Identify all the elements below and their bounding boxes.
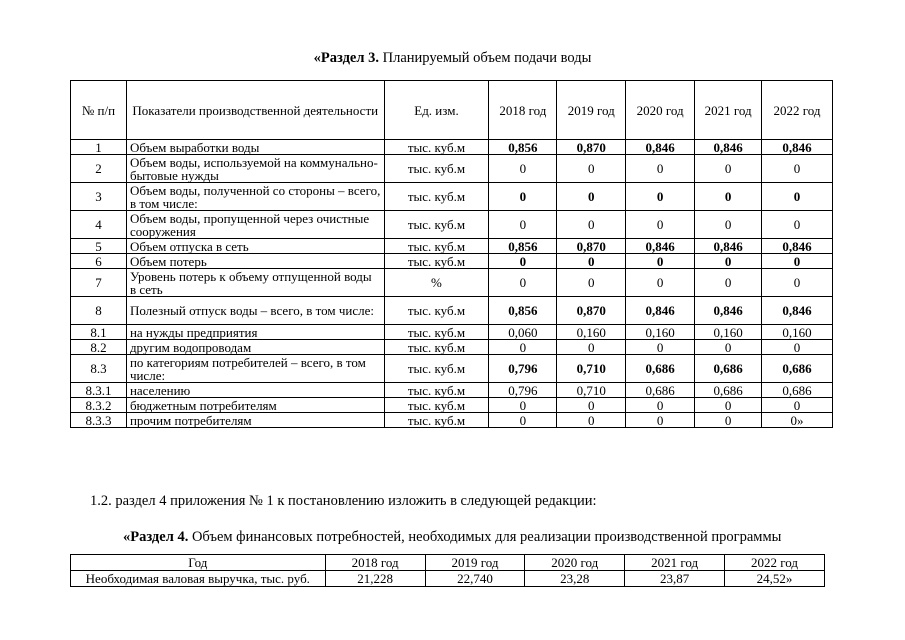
row-number: 8.2 — [71, 340, 127, 355]
row-number: 5 — [71, 239, 127, 254]
header-year: 2021 год — [695, 81, 762, 140]
table-header-row — [71, 81, 833, 140]
section4-prefix: «Раздел 4. — [123, 529, 189, 545]
fin-header-year: 2019 год — [425, 555, 525, 571]
table-row — [71, 155, 833, 183]
section4-title — [123, 529, 781, 546]
row-value: 0,870 — [557, 140, 626, 155]
row-value: 0 — [489, 413, 557, 428]
row-value: 0 — [695, 269, 762, 297]
fin-header-year: 2021 год — [625, 555, 725, 571]
row-value: 0,870 — [557, 239, 626, 254]
row-value: 0» — [762, 413, 833, 428]
row-number: 8.3.2 — [71, 398, 127, 413]
row-value: 0,160 — [626, 325, 695, 340]
row-indicator: другим водопроводам — [126, 340, 384, 355]
row-unit: тыс. куб.м — [384, 355, 489, 383]
row-value: 0 — [557, 269, 626, 297]
table-row — [71, 325, 833, 340]
row-value: 0,686 — [762, 355, 833, 383]
header-year: 2019 год — [557, 81, 626, 140]
row-unit: тыс. куб.м — [384, 413, 489, 428]
table-row — [71, 211, 833, 239]
fin-header-year: 2022 год — [725, 555, 825, 571]
row-value: 0,160 — [557, 325, 626, 340]
row-value: 0 — [762, 398, 833, 413]
section3-title — [0, 50, 905, 67]
fin-value: 21,228 — [325, 571, 425, 587]
row-value: 0 — [626, 269, 695, 297]
fin-header-label: Год — [71, 555, 326, 571]
row-value: 0 — [557, 211, 626, 239]
row-value: 0,160 — [695, 325, 762, 340]
header-unit: Ед. изм. — [384, 81, 489, 140]
fin-value-row — [71, 571, 825, 587]
row-indicator: Объем отпуска в сеть — [126, 239, 384, 254]
row-unit: тыс. куб.м — [384, 340, 489, 355]
row-indicator: прочим потребителям — [126, 413, 384, 428]
row-indicator: Объем выработки воды — [126, 140, 384, 155]
row-unit: тыс. куб.м — [384, 183, 489, 211]
row-value: 0,846 — [762, 140, 833, 155]
row-unit: тыс. куб.м — [384, 140, 489, 155]
row-number: 8.3.1 — [71, 383, 127, 398]
row-value: 0 — [762, 269, 833, 297]
table-row — [71, 297, 833, 325]
row-unit: тыс. куб.м — [384, 398, 489, 413]
row-indicator: населению — [126, 383, 384, 398]
header-year: 2022 год — [762, 81, 833, 140]
row-value: 0,686 — [695, 355, 762, 383]
row-number: 7 — [71, 269, 127, 297]
fin-value: 24,52» — [725, 571, 825, 587]
row-number: 8.3 — [71, 355, 127, 383]
row-indicator: по категориям потребителей – всего, в том числе: — [126, 355, 384, 383]
row-number: 4 — [71, 211, 127, 239]
header-year: 2018 год — [489, 81, 557, 140]
row-number: 1 — [71, 140, 127, 155]
row-value: 0 — [695, 183, 762, 211]
row-value: 0,870 — [557, 297, 626, 325]
row-indicator: Уровень потерь к объему отпущенной воды в сеть — [126, 269, 384, 297]
table-row — [71, 239, 833, 254]
row-value: 0 — [695, 155, 762, 183]
row-value: 0 — [762, 155, 833, 183]
row-number: 2 — [71, 155, 127, 183]
header-year: 2020 год — [626, 81, 695, 140]
row-value: 0 — [626, 254, 695, 269]
row-indicator: на нужды предприятия — [126, 325, 384, 340]
table-body — [71, 140, 833, 428]
row-value: 0 — [489, 340, 557, 355]
row-unit: тыс. куб.м — [384, 254, 489, 269]
row-value: 0 — [557, 398, 626, 413]
table-row — [71, 398, 833, 413]
fin-row-label: Необходимая валовая выручка, тыс. руб. — [71, 571, 326, 587]
row-value: 0 — [489, 155, 557, 183]
table-row — [71, 183, 833, 211]
row-value: 0 — [695, 211, 762, 239]
row-value: 0,846 — [626, 140, 695, 155]
row-value: 0,846 — [762, 239, 833, 254]
row-value: 0,686 — [626, 355, 695, 383]
row-unit: тыс. куб.м — [384, 325, 489, 340]
table-row — [71, 383, 833, 398]
header-indicator: Показатели производственной деятельности — [126, 81, 384, 140]
row-value: 0 — [762, 183, 833, 211]
table-row — [71, 269, 833, 297]
fin-value: 22,740 — [425, 571, 525, 587]
row-indicator: Объем воды, используемой на коммунально-бытовые нужды — [126, 155, 384, 183]
row-value: 0 — [762, 254, 833, 269]
paragraph-1-2: 1.2. раздел 4 приложения № 1 к постановлению изложить в следующей редакции: — [90, 493, 597, 509]
row-number: 8 — [71, 297, 127, 325]
row-value: 0,846 — [695, 239, 762, 254]
row-value: 0,856 — [489, 140, 557, 155]
row-value: 0 — [695, 413, 762, 428]
row-unit: тыс. куб.м — [384, 155, 489, 183]
row-value: 0 — [557, 340, 626, 355]
row-value: 0 — [489, 183, 557, 211]
table-row — [71, 413, 833, 428]
row-value: 0 — [762, 340, 833, 355]
row-value: 0 — [557, 183, 626, 211]
table-row — [71, 254, 833, 269]
row-value: 0 — [626, 155, 695, 183]
row-value: 0 — [557, 155, 626, 183]
row-indicator: Полезный отпуск воды – всего, в том числе: — [126, 297, 384, 325]
section3-title-text: Планируемый объем подачи воды — [378, 50, 592, 66]
financial-needs-table — [70, 554, 825, 587]
row-value: 0,160 — [762, 325, 833, 340]
row-value: 0 — [626, 398, 695, 413]
row-value: 0 — [489, 254, 557, 269]
row-number: 8.3.3 — [71, 413, 127, 428]
row-value: 0,846 — [626, 297, 695, 325]
row-value: 0,796 — [489, 383, 557, 398]
row-indicator: Объем потерь — [126, 254, 384, 269]
section3-prefix: «Раздел 3. — [313, 50, 379, 66]
row-value: 0,710 — [557, 383, 626, 398]
header-num: № п/п — [71, 81, 127, 140]
row-indicator: Объем воды, полученной со стороны – всего, в том числе: — [126, 183, 384, 211]
row-value: 0 — [626, 211, 695, 239]
row-value: 0,686 — [695, 383, 762, 398]
fin-header-year: 2020 год — [525, 555, 625, 571]
row-value: 0,846 — [695, 297, 762, 325]
row-indicator: бюджетным потребителям — [126, 398, 384, 413]
row-unit: тыс. куб.м — [384, 297, 489, 325]
water-supply-table — [70, 80, 833, 428]
row-value: 0,856 — [489, 297, 557, 325]
row-value: 0 — [695, 254, 762, 269]
row-unit: тыс. куб.м — [384, 211, 489, 239]
row-value: 0 — [489, 398, 557, 413]
row-value: 0 — [557, 254, 626, 269]
row-value: 0 — [626, 413, 695, 428]
row-value: 0 — [762, 211, 833, 239]
row-number: 8.1 — [71, 325, 127, 340]
table-row — [71, 355, 833, 383]
row-value: 0 — [695, 398, 762, 413]
row-value: 0,846 — [762, 297, 833, 325]
row-value: 0 — [626, 183, 695, 211]
row-value: 0 — [695, 340, 762, 355]
row-unit: % — [384, 269, 489, 297]
row-unit: тыс. куб.м — [384, 239, 489, 254]
row-value: 0 — [489, 269, 557, 297]
row-value: 0,060 — [489, 325, 557, 340]
section4-title-text: Объем финансовых потребностей, необходимых для реализации производственной программы — [188, 529, 782, 545]
row-value: 0,856 — [489, 239, 557, 254]
row-value: 0,686 — [762, 383, 833, 398]
fin-value: 23,28 — [525, 571, 625, 587]
row-number: 6 — [71, 254, 127, 269]
row-indicator: Объем воды, пропущенной через очистные сооружения — [126, 211, 384, 239]
row-value: 0,710 — [557, 355, 626, 383]
table-row — [71, 140, 833, 155]
row-value: 0 — [626, 340, 695, 355]
row-number: 3 — [71, 183, 127, 211]
fin-header-row — [71, 555, 825, 571]
row-value: 0,846 — [626, 239, 695, 254]
fin-header-year: 2018 год — [325, 555, 425, 571]
row-value: 0 — [489, 211, 557, 239]
row-value: 0,846 — [695, 140, 762, 155]
row-value: 0,796 — [489, 355, 557, 383]
row-unit: тыс. куб.м — [384, 383, 489, 398]
row-value: 0 — [557, 413, 626, 428]
row-value: 0,686 — [626, 383, 695, 398]
table-row — [71, 340, 833, 355]
fin-value: 23,87 — [625, 571, 725, 587]
